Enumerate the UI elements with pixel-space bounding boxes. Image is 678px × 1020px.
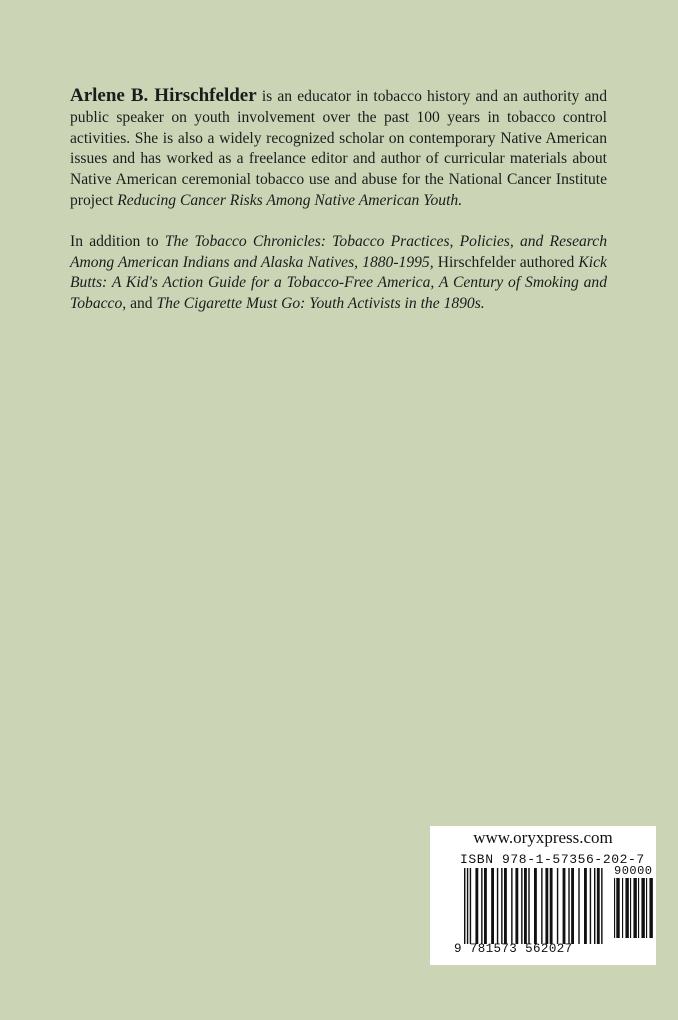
barcode-bar	[616, 878, 619, 938]
barcode-bar	[484, 868, 487, 944]
barcode-bar	[571, 868, 574, 944]
barcode-bar	[649, 878, 652, 938]
barcode-bar	[501, 868, 502, 944]
barcode-bar	[504, 868, 507, 944]
barcode-bar	[521, 868, 522, 944]
barcode-bar	[557, 868, 558, 944]
book-title: Reducing Cancer Risks Among Native American Youth.	[117, 191, 463, 209]
barcode-bar	[568, 868, 569, 944]
barcode-bar	[541, 868, 542, 944]
barcode-bar	[470, 868, 471, 944]
barcode-bar	[550, 868, 553, 944]
barcode-bar	[528, 868, 529, 944]
barcode-bar	[646, 878, 647, 938]
barcode-bar	[594, 868, 595, 944]
barcode-bar	[638, 878, 639, 938]
bio-text: is an educator in tobacco history and an authority and public speaker on youth involvement over the past 100 years in tobacco control activities. She is also a widely recognized scholar on contemporary Native American issues and has worked as a freelance editor and author of curricular materials about Native American ceremonial tobacco use and abuse for the National Cancer Institute project	[70, 88, 608, 209]
barcode-bar	[497, 868, 498, 944]
barcode-bar	[584, 868, 587, 944]
barcode-bar	[633, 878, 636, 938]
bio-paragraph-2	[70, 232, 607, 315]
barcode-bar	[622, 878, 623, 938]
book-title: The Tobacco Chronicles: Tobacco Practices, Policies, and Research Among American Indians and Alaska Natives, 1880-1995,	[70, 232, 607, 271]
book-title: The Cigarette Must Go: Youth Activists in the 1890s.	[156, 295, 485, 313]
bio-text: In addition to	[70, 232, 165, 250]
barcode-bar	[534, 868, 537, 944]
barcode-bar	[545, 868, 548, 944]
author-bio	[70, 86, 607, 315]
isbn-label: ISBN 978-1-57356-202-7	[460, 852, 645, 867]
bio-text: and	[126, 295, 157, 313]
barcode-bar	[464, 868, 465, 944]
bio-paragraph-1	[70, 86, 607, 212]
barcode-bar	[590, 868, 591, 944]
barcode-bar	[630, 878, 631, 938]
barcode-bar	[563, 868, 566, 944]
bio-text: Hirschfelder authored	[433, 253, 579, 271]
addon-barcode	[614, 878, 654, 938]
book-title: Kick Butts: A Kid's Action Guide for a Tobacco-Free America, A Century of Smoking and Tobacco,	[70, 253, 607, 313]
addon-digits: 90000	[614, 864, 653, 878]
barcode-bar	[614, 878, 615, 938]
ean-barcode	[464, 868, 604, 944]
barcode-bar	[625, 878, 628, 938]
barcode-bar	[511, 868, 512, 944]
barcode-bar	[524, 868, 527, 944]
publisher-url: www.oryxpress.com	[473, 828, 613, 847]
barcode-bar	[601, 868, 602, 944]
barcode-bar	[481, 868, 482, 944]
ean-digits: 9 781573 562027	[454, 942, 573, 956]
barcode-bar	[467, 868, 468, 944]
barcode-bar	[515, 868, 518, 944]
barcode-bar	[475, 868, 478, 944]
barcode-bar	[491, 868, 494, 944]
barcode-panel	[430, 826, 656, 965]
barcode-bar	[641, 878, 644, 938]
barcode-bar	[578, 868, 579, 944]
author-name: Arlene B. Hirschfelder	[70, 85, 257, 106]
barcode-bar	[597, 868, 600, 944]
